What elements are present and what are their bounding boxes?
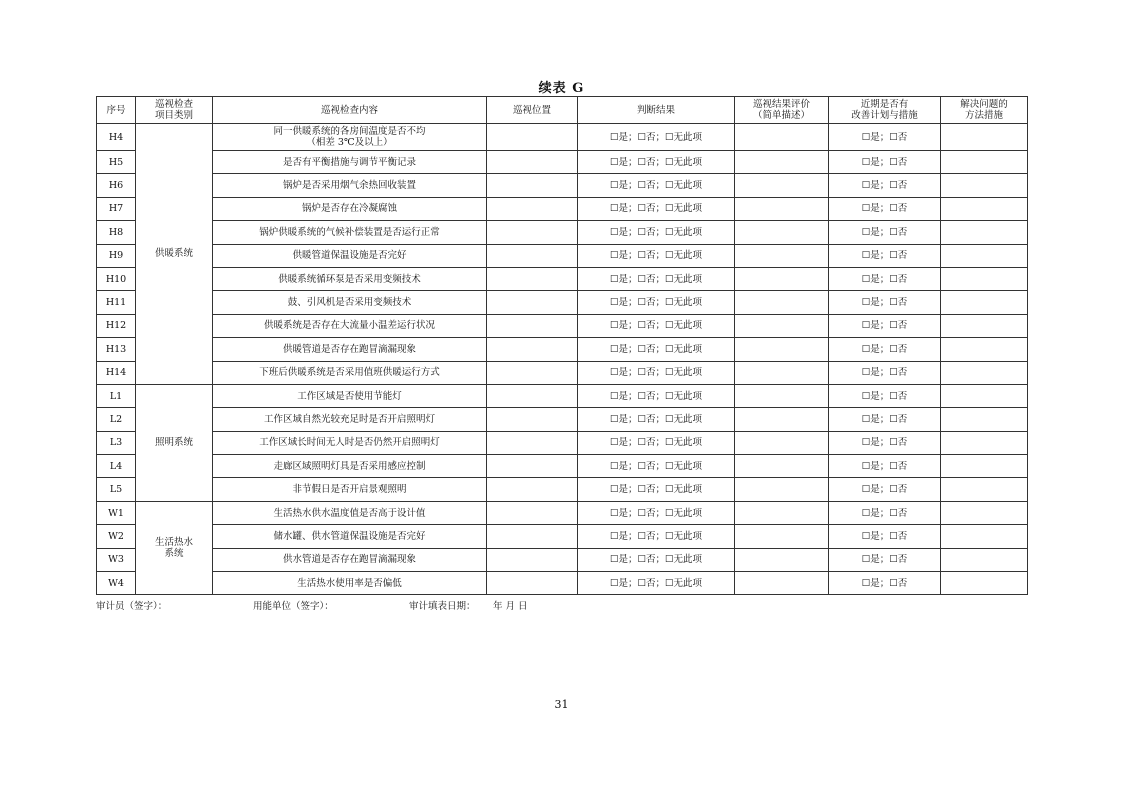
table-row: [97, 431, 1028, 454]
evaluation-cell[interactable]: [735, 267, 829, 290]
category-hotwater: 生活热水 系统: [136, 501, 213, 595]
evaluation-cell[interactable]: [735, 314, 829, 337]
table-row: [97, 291, 1028, 314]
row-id: L1: [97, 384, 136, 407]
table-row: [97, 244, 1028, 267]
table-row: [97, 197, 1028, 220]
location-cell[interactable]: [487, 384, 578, 407]
method-cell[interactable]: [941, 267, 1028, 290]
plan-checkboxes[interactable]: ☐是；☐否: [829, 455, 941, 478]
header-plan: 近期是否有 改善计划与措施: [829, 97, 941, 124]
location-cell[interactable]: [487, 314, 578, 337]
method-cell[interactable]: [941, 431, 1028, 454]
judgment-checkboxes[interactable]: ☐是；☐否；☐无此项: [578, 501, 735, 524]
method-cell[interactable]: [941, 151, 1028, 174]
table-row: [97, 548, 1028, 571]
row-id: L3: [97, 431, 136, 454]
judgment-checkboxes[interactable]: ☐是；☐否；☐无此项: [578, 197, 735, 220]
evaluation-cell[interactable]: [735, 431, 829, 454]
plan-checkboxes[interactable]: ☐是；☐否: [829, 174, 941, 197]
plan-checkboxes[interactable]: ☐是；☐否: [829, 291, 941, 314]
table-row: [97, 221, 1028, 244]
plan-checkboxes[interactable]: ☐是；☐否: [829, 501, 941, 524]
inspection-content: 走廊区域照明灯具是否采用感应控制: [213, 455, 487, 478]
row-id: W3: [97, 548, 136, 571]
table-row: [97, 408, 1028, 431]
evaluation-cell[interactable]: [735, 455, 829, 478]
header-judgment: 判断结果: [578, 97, 735, 124]
location-cell[interactable]: [487, 408, 578, 431]
location-cell[interactable]: [487, 572, 578, 595]
row-id: L4: [97, 455, 136, 478]
inspection-content: 供暖系统循环泵是否采用变频技术: [213, 267, 487, 290]
row-id: H8: [97, 221, 136, 244]
inspection-content: 锅炉是否存在冷凝腐蚀: [213, 197, 487, 220]
method-cell[interactable]: [941, 124, 1028, 151]
evaluation-cell[interactable]: [735, 174, 829, 197]
table-row: [97, 501, 1028, 524]
category-lighting: 照明系统: [136, 384, 213, 501]
plan-checkboxes[interactable]: ☐是；☐否: [829, 478, 941, 501]
table-row: [97, 267, 1028, 290]
method-cell[interactable]: [941, 525, 1028, 548]
header-location: 巡视位置: [487, 97, 578, 124]
inspection-content: 储水罐、供水管道保温设施是否完好: [213, 525, 487, 548]
auditor-signature-label: 审计员（签字）：: [96, 601, 168, 612]
plan-checkboxes[interactable]: ☐是；☐否: [829, 572, 941, 595]
evaluation-cell[interactable]: [735, 548, 829, 571]
method-cell[interactable]: [941, 478, 1028, 501]
plan-checkboxes[interactable]: ☐是；☐否: [829, 431, 941, 454]
plan-checkboxes[interactable]: ☐是；☐否: [829, 314, 941, 337]
row-id: H9: [97, 244, 136, 267]
evaluation-cell[interactable]: [735, 478, 829, 501]
evaluation-cell[interactable]: [735, 197, 829, 220]
method-cell[interactable]: [941, 338, 1028, 361]
inspection-content: 下班后供暖系统是否采用值班供暖运行方式: [213, 361, 487, 384]
evaluation-cell[interactable]: [735, 244, 829, 267]
row-id: H5: [97, 151, 136, 174]
inspection-content: 供暖系统是否存在大流量小温差运行状况: [213, 314, 487, 337]
header-content: 巡视检查内容: [213, 97, 487, 124]
plan-checkboxes[interactable]: ☐是；☐否: [829, 408, 941, 431]
plan-checkboxes[interactable]: ☐是；☐否: [829, 124, 941, 151]
judgment-checkboxes[interactable]: ☐是；☐否；☐无此项: [578, 174, 735, 197]
row-id: H13: [97, 338, 136, 361]
judgment-checkboxes[interactable]: ☐是；☐否；☐无此项: [578, 244, 735, 267]
judgment-checkboxes[interactable]: ☐是；☐否；☐无此项: [578, 455, 735, 478]
evaluation-cell[interactable]: [735, 572, 829, 595]
evaluation-cell[interactable]: [735, 151, 829, 174]
table-row: [97, 455, 1028, 478]
location-cell[interactable]: [487, 431, 578, 454]
inspection-content: 是否有平衡措施与调节平衡记录: [213, 151, 487, 174]
method-cell[interactable]: [941, 174, 1028, 197]
judgment-checkboxes[interactable]: ☐是；☐否；☐无此项: [578, 267, 735, 290]
method-cell[interactable]: [941, 291, 1028, 314]
table-row: [97, 314, 1028, 337]
judgment-checkboxes[interactable]: ☐是；☐否；☐无此项: [578, 408, 735, 431]
inspection-content: 工作区域长时间无人时是否仍然开启照明灯: [213, 431, 487, 454]
table-row: [97, 572, 1028, 595]
location-cell[interactable]: [487, 501, 578, 524]
inspection-content: 生活热水使用率是否偏低: [213, 572, 487, 595]
judgment-checkboxes[interactable]: ☐是；☐否；☐无此项: [578, 384, 735, 407]
method-cell[interactable]: [941, 572, 1028, 595]
fill-date-label: 审计填表日期：: [409, 601, 476, 612]
judgment-checkboxes[interactable]: ☐是；☐否；☐无此项: [578, 478, 735, 501]
inspection-content: 生活热水供水温度值是否高于设计值: [213, 501, 487, 524]
table-row: [97, 361, 1028, 384]
plan-checkboxes[interactable]: ☐是；☐否: [829, 151, 941, 174]
page-number: 31: [554, 698, 569, 711]
table-row: [97, 124, 1028, 151]
row-id: H12: [97, 314, 136, 337]
row-id: L5: [97, 478, 136, 501]
header-row: [97, 97, 1028, 124]
row-id: H7: [97, 197, 136, 220]
method-cell[interactable]: [941, 455, 1028, 478]
judgment-checkboxes[interactable]: ☐是；☐否；☐无此项: [578, 548, 735, 571]
inspection-content: 锅炉供暖系统的气候补偿装置是否运行正常: [213, 221, 487, 244]
inspection-content: 锅炉是否采用烟气余热回收装置: [213, 174, 487, 197]
unit-signature-label: 用能单位（签字）：: [253, 601, 334, 612]
inspection-content: 供暖管道是否存在跑冒滴漏现象: [213, 338, 487, 361]
row-id: W2: [97, 525, 136, 548]
location-cell[interactable]: [487, 267, 578, 290]
table-row: [97, 174, 1028, 197]
judgment-checkboxes[interactable]: ☐是；☐否；☐无此项: [578, 151, 735, 174]
plan-checkboxes[interactable]: ☐是；☐否: [829, 384, 941, 407]
method-cell[interactable]: [941, 548, 1028, 571]
location-cell[interactable]: [487, 291, 578, 314]
inspection-content: 供暖管道保温设施是否完好: [213, 244, 487, 267]
row-id: H11: [97, 291, 136, 314]
row-id: H4: [97, 124, 136, 151]
method-cell[interactable]: [941, 244, 1028, 267]
table-title: 续表 G: [538, 81, 585, 96]
plan-checkboxes[interactable]: ☐是；☐否: [829, 525, 941, 548]
inspection-content: 供水管道是否存在跑冒滴漏现象: [213, 548, 487, 571]
method-cell[interactable]: [941, 197, 1028, 220]
location-cell[interactable]: [487, 151, 578, 174]
table-row: [97, 525, 1028, 548]
location-cell[interactable]: [487, 478, 578, 501]
method-cell[interactable]: [941, 361, 1028, 384]
row-id: H10: [97, 267, 136, 290]
location-cell[interactable]: [487, 124, 578, 151]
table-row: [97, 338, 1028, 361]
category-heating: 供暖系统: [136, 124, 213, 385]
plan-checkboxes[interactable]: ☐是；☐否: [829, 361, 941, 384]
row-id: W4: [97, 572, 136, 595]
plan-checkboxes[interactable]: ☐是；☐否: [829, 548, 941, 571]
judgment-checkboxes[interactable]: ☐是；☐否；☐无此项: [578, 431, 735, 454]
table-row: [97, 478, 1028, 501]
location-cell[interactable]: [487, 244, 578, 267]
fill-date-fields: 年 月 日: [493, 601, 528, 612]
evaluation-cell[interactable]: [735, 408, 829, 431]
inspection-content: 同一供暖系统的各房间温度是否不均 （相差 3℃及以上）: [213, 124, 487, 151]
evaluation-cell[interactable]: [735, 291, 829, 314]
location-cell[interactable]: [487, 221, 578, 244]
plan-checkboxes[interactable]: ☐是；☐否: [829, 338, 941, 361]
row-id: L2: [97, 408, 136, 431]
inspection-table: [96, 96, 1028, 595]
evaluation-cell[interactable]: [735, 384, 829, 407]
evaluation-cell[interactable]: [735, 221, 829, 244]
evaluation-cell[interactable]: [735, 338, 829, 361]
judgment-checkboxes[interactable]: ☐是；☐否；☐无此项: [578, 361, 735, 384]
plan-checkboxes[interactable]: ☐是；☐否: [829, 267, 941, 290]
evaluation-cell[interactable]: [735, 525, 829, 548]
evaluation-cell[interactable]: [735, 501, 829, 524]
location-cell[interactable]: [487, 361, 578, 384]
row-id: H14: [97, 361, 136, 384]
location-cell[interactable]: [487, 525, 578, 548]
location-cell[interactable]: [487, 338, 578, 361]
location-cell[interactable]: [487, 455, 578, 478]
header-method: 解决问题的 方法措施: [941, 97, 1028, 124]
location-cell[interactable]: [487, 197, 578, 220]
plan-checkboxes[interactable]: ☐是；☐否: [829, 244, 941, 267]
method-cell[interactable]: [941, 408, 1028, 431]
judgment-checkboxes[interactable]: ☐是；☐否；☐无此项: [578, 314, 735, 337]
judgment-checkboxes[interactable]: ☐是；☐否；☐无此项: [578, 525, 735, 548]
header-evaluation: 巡视结果评价 （简单描述）: [735, 97, 829, 124]
inspection-content: 工作区域是否使用节能灯: [213, 384, 487, 407]
row-id: W1: [97, 501, 136, 524]
method-cell[interactable]: [941, 501, 1028, 524]
method-cell[interactable]: [941, 221, 1028, 244]
table-row: [97, 151, 1028, 174]
header-category: 巡视检查 项目类别: [136, 97, 213, 124]
row-id: H6: [97, 174, 136, 197]
plan-checkboxes[interactable]: ☐是；☐否: [829, 197, 941, 220]
judgment-checkboxes[interactable]: ☐是；☐否；☐无此项: [578, 291, 735, 314]
method-cell[interactable]: [941, 314, 1028, 337]
table-row: [97, 384, 1028, 407]
judgment-checkboxes[interactable]: ☐是；☐否；☐无此项: [578, 338, 735, 361]
judgment-checkboxes[interactable]: ☐是；☐否；☐无此项: [578, 124, 735, 151]
location-cell[interactable]: [487, 548, 578, 571]
judgment-checkboxes[interactable]: ☐是；☐否；☐无此项: [578, 572, 735, 595]
inspection-content: 非节假日是否开启景观照明: [213, 478, 487, 501]
judgment-checkboxes[interactable]: ☐是；☐否；☐无此项: [578, 221, 735, 244]
method-cell[interactable]: [941, 384, 1028, 407]
inspection-content: 工作区域自然光较充足时是否开启照明灯: [213, 408, 487, 431]
evaluation-cell[interactable]: [735, 124, 829, 151]
header-no: 序号: [97, 97, 136, 124]
plan-checkboxes[interactable]: ☐是；☐否: [829, 221, 941, 244]
evaluation-cell[interactable]: [735, 361, 829, 384]
location-cell[interactable]: [487, 174, 578, 197]
inspection-content: 鼓、引风机是否采用变频技术: [213, 291, 487, 314]
